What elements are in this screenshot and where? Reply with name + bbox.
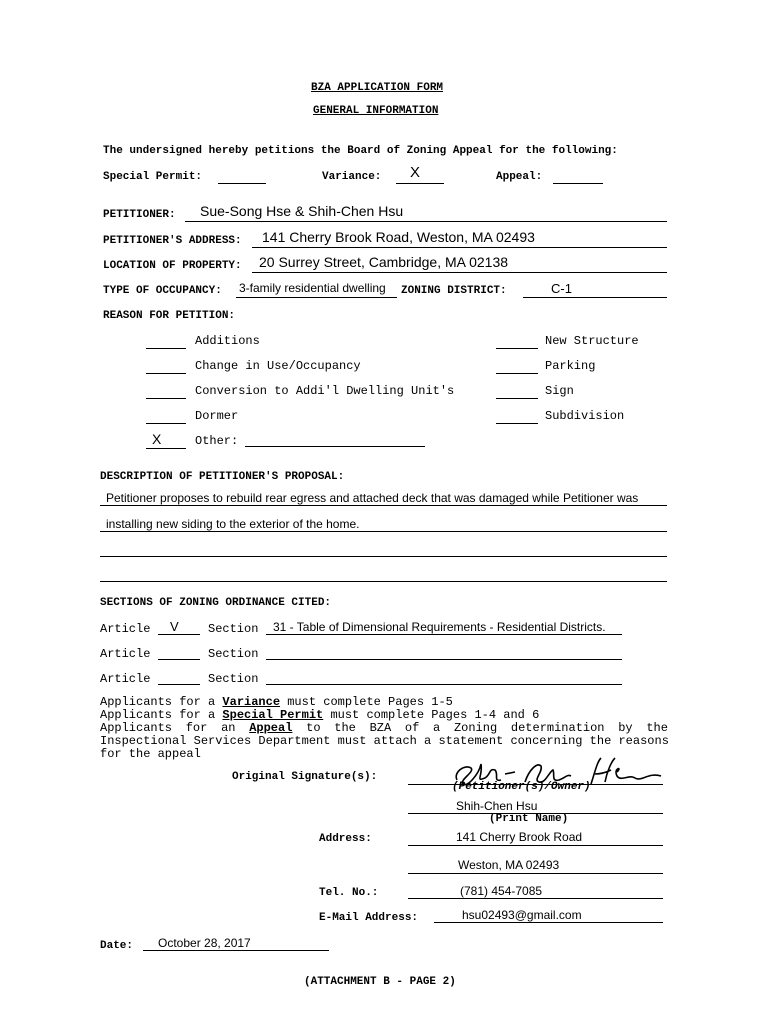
reason-new-structure-label: New Structure [545, 334, 639, 348]
appeal-label: Appeal: [496, 171, 543, 183]
checkbox-parking[interactable] [496, 373, 538, 374]
reason-subdivision-label: Subdivision [545, 409, 625, 423]
address-field-2[interactable] [408, 873, 663, 874]
address-field-1[interactable] [408, 845, 663, 846]
article-label-1: Article [100, 622, 151, 636]
checkbox-subdivision[interactable] [496, 423, 538, 424]
occupancy-value: 3-family residential dwelling [239, 281, 386, 295]
other-mark: X [152, 431, 162, 447]
petitioner-value: Sue-Song Hse & Shih-Chen Hsu [200, 203, 404, 219]
zoning-field[interactable] [523, 297, 667, 298]
petitioner-address-field[interactable] [252, 247, 667, 248]
description-line-4[interactable] [100, 581, 667, 582]
email-field[interactable] [434, 922, 663, 923]
tel-field[interactable] [408, 898, 663, 899]
address-line-2: Weston, MA 02493 [458, 858, 560, 872]
petitioner-field[interactable] [185, 221, 667, 222]
instructions-line-2: Applicants for a Special Permit must complete Pages 1-4 and 6 [100, 708, 540, 722]
reason-conversion-label: Conversion to Addi'l Dwelling Unit's [195, 384, 455, 398]
checkbox-other[interactable] [146, 448, 186, 449]
page-footer: (ATTACHMENT B - PAGE 2) [304, 976, 456, 988]
description-line-2[interactable] [100, 531, 667, 532]
email-label: E-Mail Address: [319, 912, 419, 924]
date-value: October 28, 2017 [158, 936, 251, 950]
print-name-caption: (Print Name) [489, 813, 569, 825]
zoning-label: ZONING DISTRICT: [401, 285, 507, 297]
description-text-2: installing new siding to the exterior of the home. [106, 517, 360, 531]
variance-value: X [410, 164, 421, 181]
reason-change-in-use-label: Change in Use/Occupancy [195, 359, 361, 373]
variance-field[interactable] [396, 183, 444, 184]
reason-dormer-label: Dormer [195, 409, 239, 423]
section-field-2[interactable] [266, 659, 622, 660]
occupancy-field[interactable] [236, 297, 397, 298]
variance-keyword: Variance [222, 695, 281, 709]
date-field[interactable] [143, 950, 329, 951]
article-label-3: Article [100, 672, 151, 686]
email-value: hsu02493@gmail.com [462, 908, 582, 922]
checkbox-additions[interactable] [146, 348, 186, 349]
special-permit-keyword: Special Permit [222, 708, 324, 722]
reason-sign-label: Sign [545, 384, 574, 398]
form-title: BZA APPLICATION FORM [311, 82, 444, 94]
reason-other-label: Other: [195, 434, 239, 448]
article-label-2: Article [100, 647, 151, 661]
print-name-value: Shih-Chen Hsu [456, 799, 538, 813]
checkbox-new-structure[interactable] [496, 348, 538, 349]
checkbox-conversion[interactable] [146, 398, 186, 399]
description-line-3[interactable] [100, 556, 667, 557]
address-label: Address: [319, 833, 372, 845]
section-field-1[interactable] [266, 634, 622, 635]
sections-label: SECTIONS OF ZONING ORDINANCE CITED: [100, 597, 332, 609]
location-value: 20 Surrey Street, Cambridge, MA 02138 [259, 254, 509, 270]
petitioner-label: PETITIONER: [103, 209, 176, 221]
instructions-line-5: for the appeal [100, 747, 201, 761]
owner-caption: (Petitioner(s)/Owner) [452, 781, 591, 793]
article-field-3[interactable] [158, 684, 200, 685]
form-subtitle: GENERAL INFORMATION [313, 105, 439, 117]
location-label: LOCATION OF PROPERTY: [103, 260, 242, 272]
reason-additions-label: Additions [195, 334, 260, 348]
intro-text: The undersigned hereby petitions the Board of Zoning Appeal for the following: [103, 145, 618, 157]
checkbox-dormer[interactable] [146, 423, 186, 424]
instructions-line-3: Applicants for an Appeal to the BZA of a Zoning determination by the [100, 721, 668, 735]
section-field-3[interactable] [266, 684, 622, 685]
occupancy-label: TYPE OF OCCUPANCY: [103, 285, 222, 297]
location-field[interactable] [252, 272, 667, 273]
signature-label: Original Signature(s): [232, 771, 378, 783]
section-value-1: 31 - Table of Dimensional Requirements - Residential Districts. [273, 620, 606, 634]
checkbox-change-in-use[interactable] [146, 373, 186, 374]
address-line-1: 141 Cherry Brook Road [456, 830, 583, 844]
reason-label: REASON FOR PETITION: [103, 310, 236, 322]
article-field-2[interactable] [158, 659, 200, 660]
section-label-1: Section [208, 622, 259, 636]
variance-label: Variance: [322, 171, 382, 183]
appeal-field[interactable] [553, 183, 603, 184]
checkbox-sign[interactable] [496, 398, 538, 399]
description-text-1: Petitioner proposes to rebuild rear egress and attached deck that was damaged while Petitioner was [106, 491, 639, 505]
tel-value: (781) 454-7085 [460, 884, 543, 898]
appeal-keyword: Appeal [249, 721, 293, 735]
article-value-1: V [170, 619, 179, 634]
description-label: DESCRIPTION OF PETITIONER'S PROPOSAL: [100, 471, 345, 483]
zoning-value: C-1 [551, 281, 572, 296]
tel-label: Tel. No.: [319, 887, 379, 899]
reason-parking-label: Parking [545, 359, 596, 373]
instructions-line-4: Inspectional Services Department must attach a statement concerning the reasons [100, 734, 669, 748]
article-field-1[interactable] [158, 634, 200, 635]
special-permit-label: Special Permit: [103, 171, 203, 183]
other-field[interactable] [245, 446, 425, 447]
instructions-line-1: Applicants for a Variance must complete Pages 1-5 [100, 695, 453, 709]
section-label-3: Section [208, 672, 259, 686]
special-permit-field[interactable] [218, 183, 266, 184]
section-label-2: Section [208, 647, 259, 661]
date-label: Date: [100, 940, 134, 952]
petitioner-address-label: PETITIONER'S ADDRESS: [103, 235, 242, 247]
description-line-1[interactable] [100, 505, 667, 506]
petitioner-address-value: 141 Cherry Brook Road, Weston, MA 02493 [262, 229, 535, 245]
